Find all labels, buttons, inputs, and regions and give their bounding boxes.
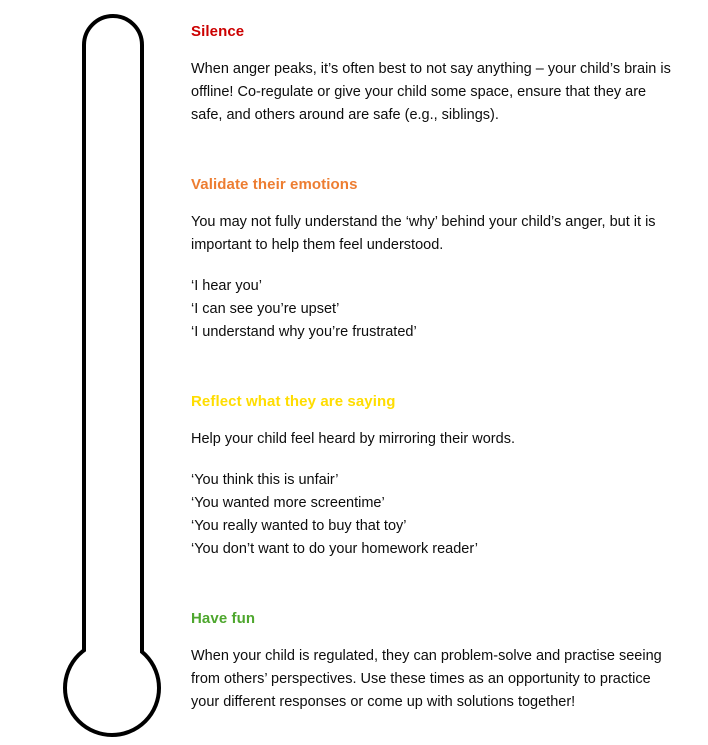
example-phrase: ‘You think this is unfair’ [191,472,339,488]
example-phrase: ‘I can see you’re upset’ [191,301,340,317]
strategy-list [191,12,676,714]
section-paragraph: You may not fully understand the ‘why’ behind your child’s anger, but it is important to help them feel understood. [191,214,656,253]
section-examples [191,469,676,561]
section-heading: Have fun [191,610,256,627]
spacer [191,628,676,645]
section-have-fun [191,561,676,714]
spacer [191,451,676,469]
spacer [191,411,676,428]
section-validate-their-emotions [191,127,676,344]
thermometer-graphic [40,0,190,745]
section-examples [191,275,676,344]
example-phrase: ‘You wanted more screentime’ [191,495,385,511]
example-phrase: ‘You don’t want to do your homework reader’ [191,541,478,557]
section-paragraph: When anger peaks, it’s often best to not say anything – your child’s brain is offline! Co-regulate or give your child some space, ensure that they are safe, and others around are safe (e.g., siblings). [191,61,671,123]
spacer [191,257,676,275]
thermometer-stem-bulb-join [86,649,140,664]
example-phrase: ‘You really wanted to buy that toy’ [191,518,407,534]
section-paragraph: Help your child feel heard by mirroring their words. [191,431,515,447]
spacer [191,41,676,58]
section-heading: Reflect what they are saying [191,393,396,410]
section-heading: Validate their emotions [191,176,358,193]
section-reflect-what-they-are-saying [191,344,676,561]
example-phrase: ‘I understand why you’re frustrated’ [191,324,417,340]
section-heading: Silence [191,23,245,40]
section-paragraph: When your child is regulated, they can problem-solve and practise seeing from others’ perspectives. Use these times as an opportunity to practice your different responses or come up with solutions together! [191,648,662,710]
section-silence [191,12,676,127]
example-phrase: ‘I hear you’ [191,278,262,294]
spacer [191,194,676,211]
thermometer-stem [84,16,142,651]
